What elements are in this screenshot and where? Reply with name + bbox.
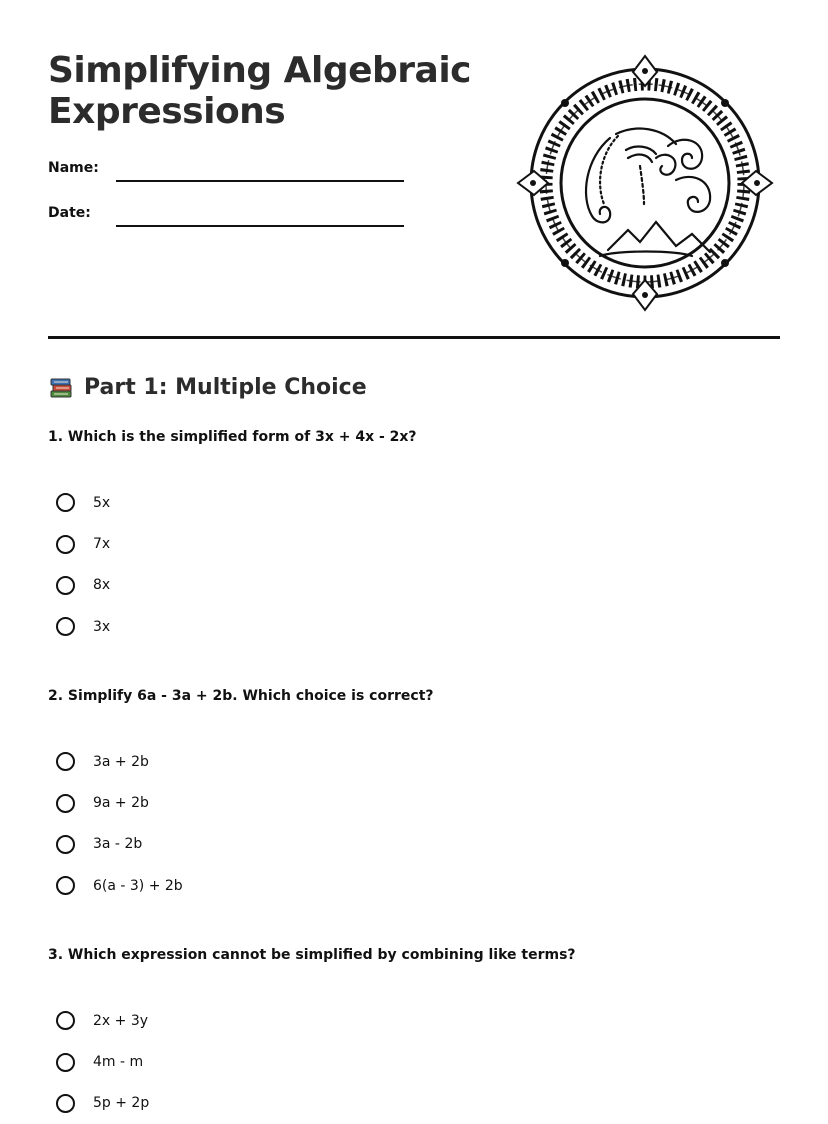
radio-button[interactable] [56, 752, 75, 771]
option-label: 3a - 2b [93, 836, 143, 853]
part1-heading [48, 374, 367, 400]
q2-option-c[interactable] [56, 824, 456, 865]
option-label: 2x + 3y [93, 1012, 149, 1029]
date-label: Date: [48, 205, 91, 221]
title-line-1: Simplifying Algebraic [48, 50, 472, 91]
option-label: 6(a - 3) + 2b [93, 877, 183, 894]
q3-option-a[interactable] [56, 1000, 456, 1041]
option-label: 9a + 2b [93, 795, 149, 812]
radio-button[interactable] [56, 1094, 75, 1113]
q1-option-b[interactable] [56, 523, 456, 564]
radio-button[interactable] [56, 794, 75, 813]
option-label: 7x [93, 536, 111, 553]
question-1-options [56, 482, 456, 648]
question-1: 1. Which is the simplified form of 3x + 4x - 2x? [48, 429, 417, 445]
radio-button[interactable] [56, 1011, 75, 1030]
option-label: 8x [93, 577, 111, 594]
q2-option-a[interactable] [56, 741, 456, 782]
option-label: 5p + 2p [93, 1095, 150, 1112]
q1-option-c[interactable] [56, 565, 456, 606]
option-label: 3x [93, 618, 111, 635]
option-label: 5x [93, 494, 111, 511]
section-divider [48, 336, 780, 339]
worksheet-title [48, 50, 488, 132]
question-3-options [56, 1000, 456, 1124]
radio-button[interactable] [56, 876, 75, 895]
option-label: 3a + 2b [93, 753, 149, 770]
radio-button[interactable] [56, 493, 75, 512]
question-2: 2. Simplify 6a - 3a + 2b. Which choice is correct? [48, 688, 434, 704]
radio-button[interactable] [56, 535, 75, 554]
question-2-options [56, 741, 456, 907]
q1-option-d[interactable] [56, 606, 456, 647]
option-label: 4m - m [93, 1054, 144, 1071]
name-label: Name: [48, 160, 99, 176]
ornamental-medallion-icon [516, 54, 774, 312]
radio-button[interactable] [56, 1053, 75, 1072]
radio-button[interactable] [56, 617, 75, 636]
radio-button[interactable] [56, 835, 75, 854]
books-icon [48, 374, 74, 400]
q3-option-b[interactable] [56, 1041, 456, 1082]
q1-option-a[interactable] [56, 482, 456, 523]
q2-option-d[interactable] [56, 865, 456, 906]
question-3: 3. Which expression cannot be simplified by combining like terms? [48, 947, 576, 963]
part1-heading-text: Part 1: Multiple Choice [84, 374, 367, 400]
radio-button[interactable] [56, 576, 75, 595]
date-field[interactable] [116, 225, 404, 227]
q2-option-b[interactable] [56, 782, 456, 823]
title-line-2: Expressions [48, 91, 286, 132]
name-field[interactable] [116, 180, 404, 182]
